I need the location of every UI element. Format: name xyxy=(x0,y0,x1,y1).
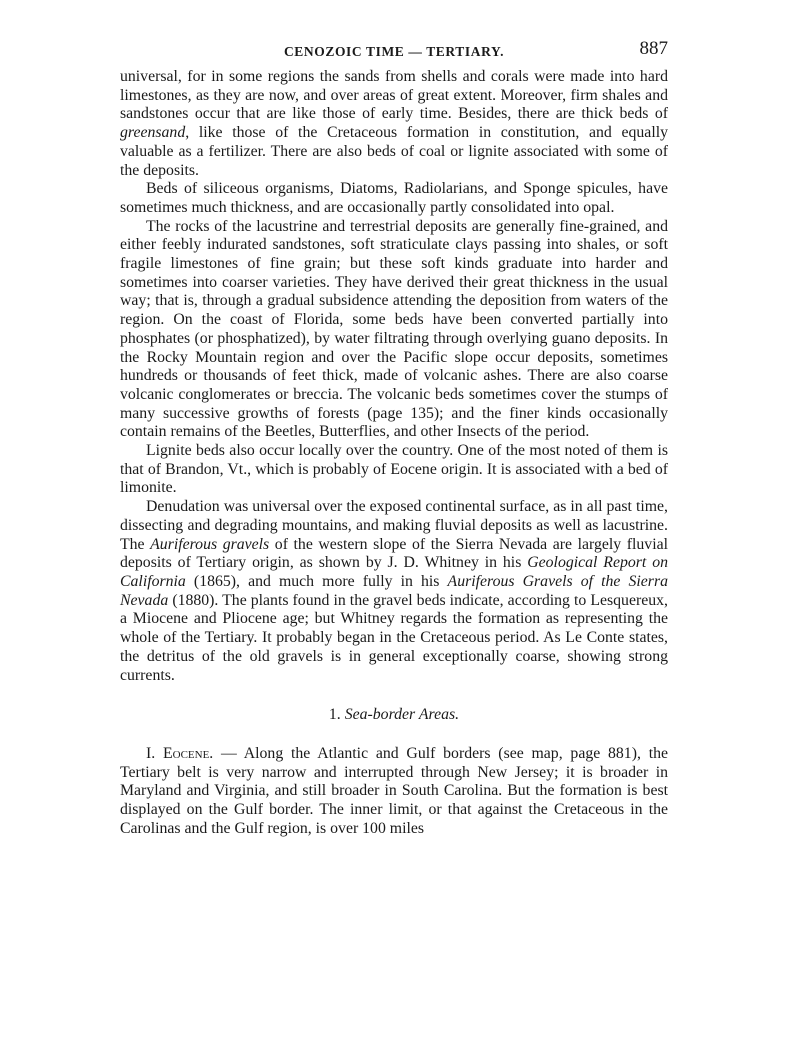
paragraph-text: universal, for in some regions the sands from shells and corals were made into hard limestones, as they are now, and over areas of great extent. Moreover, firm shales and sandstones occur that are like those of early time. Besides, there are thick beds of xyxy=(120,68,668,123)
paragraph-eocene xyxy=(120,745,668,839)
paragraph-text: of the western slope of the Sierra Nevada are largely fluvial deposits of Tertiary origin, as shown by J. D. Whitney in his xyxy=(120,535,668,572)
section-number: 1. xyxy=(328,706,341,724)
paragraph-lignite: Lignite beds also occur locally over the country. One of the most noted of them is that of Brandon, Vt., which is probably of Eocene origin. It is associated with a bed of limonite. xyxy=(120,442,668,497)
italic-title: Auriferous Gravels of the Sierra Nevada xyxy=(120,572,668,609)
paragraph-text: — Along the Atlantic and Gulf borders (see map, page 881), the Tertiary belt is very narrow and interrupted through New Jersey; it is broader in Maryland and Virginia, and still broader in South Carolina. But the formation is best displayed on the Gulf border. The inner limit, or that against the Cretaceous in the Carolinas and the Gulf region, is over 100 miles xyxy=(120,744,668,837)
italic-term: Auriferous gravels xyxy=(150,535,270,553)
paragraph-text: (1865), and much more fully in his xyxy=(185,572,448,590)
page-number: 887 xyxy=(639,38,668,59)
section-title: Sea-border Areas. xyxy=(344,706,460,724)
book-page xyxy=(120,38,668,838)
body-text xyxy=(120,68,668,838)
eocene-heading: Eocene. xyxy=(163,744,214,762)
paragraph-text: (1880). The plants found in the gravel beds indicate, according to Lesquereux, a Miocene and Pliocene age; but Whitney regards the formation as representing the whole of the Tertiary. It probably began in the Cretaceous period. As Le Conte states, the detritus of the old gravels is in general exceptionally coarse, showing strong currents. xyxy=(120,591,668,684)
section-heading xyxy=(120,706,668,725)
paragraph-denudation xyxy=(120,498,668,685)
eocene-roman: I. xyxy=(146,744,156,762)
paragraph-greensand xyxy=(120,68,668,180)
running-head xyxy=(120,38,668,68)
paragraph-text: , like those of the Cretaceous formation in constitution, and equally valuable as a fertilizer. There are also beds of coal or lignite associated with some of the deposits. xyxy=(120,124,668,179)
italic-title: Geological Report on California xyxy=(120,554,668,590)
running-title: CENOZOIC TIME — TERTIARY. xyxy=(283,44,505,59)
paragraph-lacustrine: The rocks of the lacustrine and terrestrial deposits are generally fine-grained, and either feebly indurated sandstones, soft straticulate clays passing into shales, or soft fragile limestones of fine grain; but these soft kinds graduate into harder and sometimes into coarser varieties. They have derived their great thickness in the usual way; that is, through a gradual subsidence attending the deposition from waters of the region. On the coast of Florida, some beds have been converted partially into phosphates (or phosphatized), by water filtrating through overlying guano deposits. In the Rocky Mountain region and over the Pacific slope occur deposits, sometimes hundreds or thousands of feet thick, made of volcanic ashes. There are also coarse volcanic conglomerates or breccia. The volcanic beds sometimes cover the stumps of many successive growths of forests (page 135); and the finer kinds occasionally contain remains of the Beetles, Butterflies, and other Insects of the period. xyxy=(120,217,668,441)
italic-term: greensand xyxy=(120,124,186,142)
paragraph-siliceous: Beds of siliceous organisms, Diatoms, Radiolarians, and Sponge spicules, have sometimes much thickness, and are occasionally partly consolidated into opal. xyxy=(120,180,668,216)
paragraph-text: Denudation was universal over the exposed continental surface, as in all past time, dissecting and degrading mountains, and making fluvial deposits as well as lacustrine. The xyxy=(120,498,668,553)
